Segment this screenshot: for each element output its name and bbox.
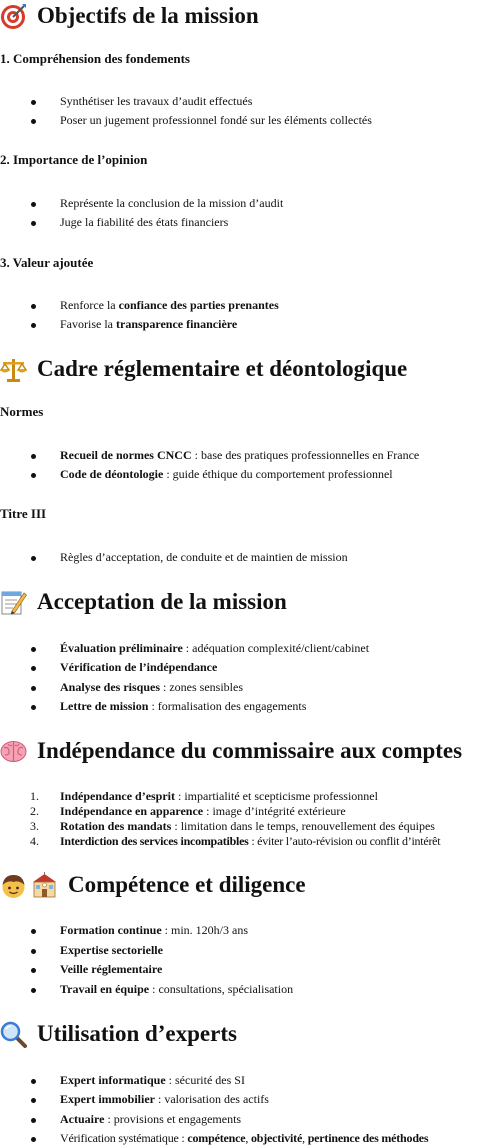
subsection-title: 2. Importance de l’opinion [0,152,148,167]
bullet [31,454,36,459]
magnifier-icon [0,1021,27,1048]
bullet [31,304,36,309]
bullet [31,119,36,124]
brain-icon [0,738,27,765]
bullet [31,686,36,691]
subsection-title: Normes [0,404,44,419]
target-icon [0,3,27,30]
section-title: Compétence et diligence [68,872,306,897]
bullet [31,221,36,226]
school-icon [31,872,58,899]
bullet [31,968,36,973]
subsection-title: 1. Compréhension des fondements [0,51,190,66]
bullet [31,1137,36,1142]
section-heading-experts [0,1020,237,1048]
subsection-title: 3. Valeur ajoutée [0,255,94,270]
bullet [31,100,36,105]
bullet [31,988,36,993]
section-title: Cadre réglementaire et déontologique [37,356,408,381]
bullet [31,202,36,207]
section-title: Objectifs de la mission [37,3,259,28]
bullet [31,1118,36,1123]
section-title: Utilisation d’experts [37,1021,237,1046]
bullet [31,929,36,934]
section-title: Indépendance du commissaire aux comptes [37,738,463,763]
bullet [31,1079,36,1084]
section-heading-cadre [0,355,407,383]
bullet [31,705,36,710]
bullet [31,949,36,954]
section-heading-independance [0,737,462,765]
memo-icon [0,589,27,616]
bullet [31,1098,36,1103]
balance-scale-icon [0,356,27,383]
section-title: Acceptation de la mission [37,589,287,614]
bullet [31,647,36,652]
section-heading-competence [0,871,306,899]
section-heading-objectifs [0,2,259,30]
bullet [31,666,36,671]
bullet [31,323,36,328]
student-icon [0,872,27,899]
bullet [31,556,36,561]
bullet [31,473,36,478]
section-heading-acceptation [0,588,287,616]
subsection-title: Titre III [0,506,47,521]
